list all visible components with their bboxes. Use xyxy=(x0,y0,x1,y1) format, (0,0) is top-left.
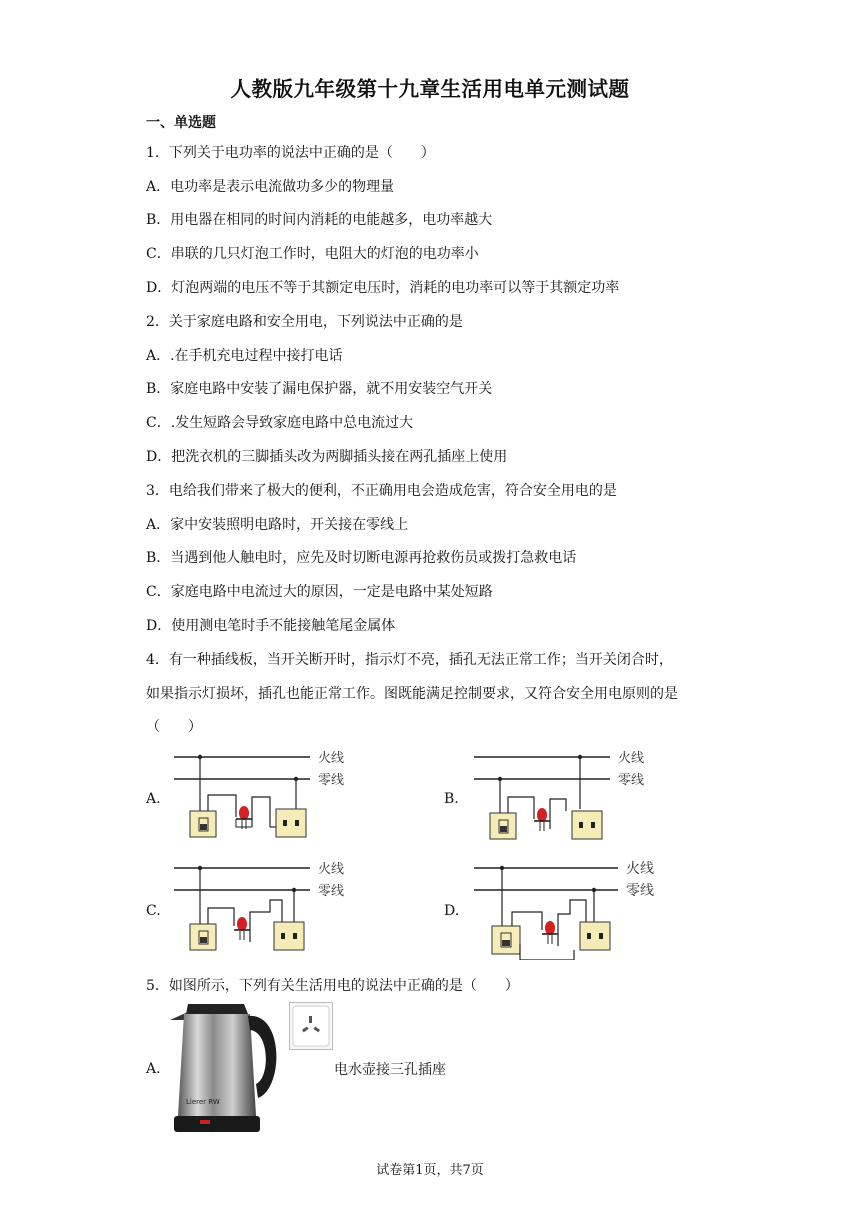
circuit-diagram-c xyxy=(170,856,360,956)
live-wire-label: 火线 xyxy=(618,751,645,766)
q3-option-d: D．使用测电笔时手不能接触笔尾金属体 xyxy=(146,618,396,634)
q2-option-a: A．.在手机充电过程中接打电话 xyxy=(146,348,343,364)
neutral-wire-label: 零线 xyxy=(626,883,654,899)
electric-kettle-image xyxy=(166,998,284,1136)
q5-option-a-caption: 电水壶接三孔插座 xyxy=(334,1062,446,1078)
q2-option-d: D．把洗衣机的三脚插头改为两脚插头接在两孔插座上使用 xyxy=(146,449,508,465)
q3-option-a: A．家中安装照明电路时，开关接在零线上 xyxy=(146,517,409,533)
live-wire-label: 火线 xyxy=(318,862,345,877)
live-wire-label: 火线 xyxy=(318,751,345,766)
circuit-diagram-d xyxy=(470,856,670,960)
three-hole-socket-image xyxy=(289,1002,333,1050)
page-title: 人教版九年级第十九章生活用电单元测试题 xyxy=(230,77,630,101)
neutral-wire-label: 零线 xyxy=(618,773,645,788)
circuit-diagram-b xyxy=(470,745,660,845)
q3-option-c: C．家庭电路中电流过大的原因，一定是电路中某处短路 xyxy=(146,584,493,600)
q1-stem: 1．下列关于电功率的说法中正确的是（ ） xyxy=(146,145,435,161)
section-heading: 一、单选题 xyxy=(146,115,216,131)
kettle-brand-label: Lierer RW xyxy=(186,1098,220,1106)
q2-stem: 2．关于家庭电路和安全用电，下列说法中正确的是 xyxy=(146,314,463,330)
q2-option-c: C．.发生短路会导致家庭电路中总电流过大 xyxy=(146,415,414,431)
q4-option-c-label: C. xyxy=(146,903,161,919)
q4-option-d-label: D. xyxy=(444,903,460,919)
circuit-diagram-a xyxy=(170,745,360,845)
q1-option-d: D．灯泡两端的电压不等于其额定电压时，消耗的电功率可以等于其额定功率 xyxy=(146,280,620,296)
q1-option-b: B．用电器在相同的时间内消耗的电能越多，电功率越大 xyxy=(146,212,493,228)
live-wire-label: 火线 xyxy=(626,861,654,877)
q1-option-c: C．串联的几只灯泡工作时，电阻大的灯泡的电功率小 xyxy=(146,246,479,262)
q4-option-b-label: B. xyxy=(444,791,459,807)
neutral-wire-label: 零线 xyxy=(318,884,345,899)
q3-option-b: B．当遇到他人触电时，应先及时切断电源再抢救伤员或拨打急救电话 xyxy=(146,550,577,566)
q5-stem: 5．如图所示，下列有关生活用电的说法中正确的是（ ） xyxy=(146,978,519,994)
q2-option-b: B．家庭电路中安装了漏电保护器，就不用安装空气开关 xyxy=(146,381,493,397)
q5-option-a-label: A. xyxy=(146,1061,161,1077)
page-footer: 试卷第1页，共7页 xyxy=(376,1163,484,1178)
neutral-wire-label: 零线 xyxy=(318,773,345,788)
q4-stem-line2: 如果指示灯损坏，插孔也能正常工作。图既能满足控制要求，又符合安全用电原则的是 xyxy=(146,686,678,702)
q4-stem-line1: 4．有一种插线板，当开关断开时，指示灯不亮，插孔无法正常工作；当开关闭合时， xyxy=(146,652,673,668)
q3-stem: 3．电给我们带来了极大的便利，不正确用电会造成危害，符合安全用电的是 xyxy=(146,483,617,499)
q4-option-a-label: A. xyxy=(146,791,161,807)
q1-option-a: A．电功率是表示电流做功多少的物理量 xyxy=(146,179,395,195)
q4-stem-line3: （ ） xyxy=(146,719,202,735)
